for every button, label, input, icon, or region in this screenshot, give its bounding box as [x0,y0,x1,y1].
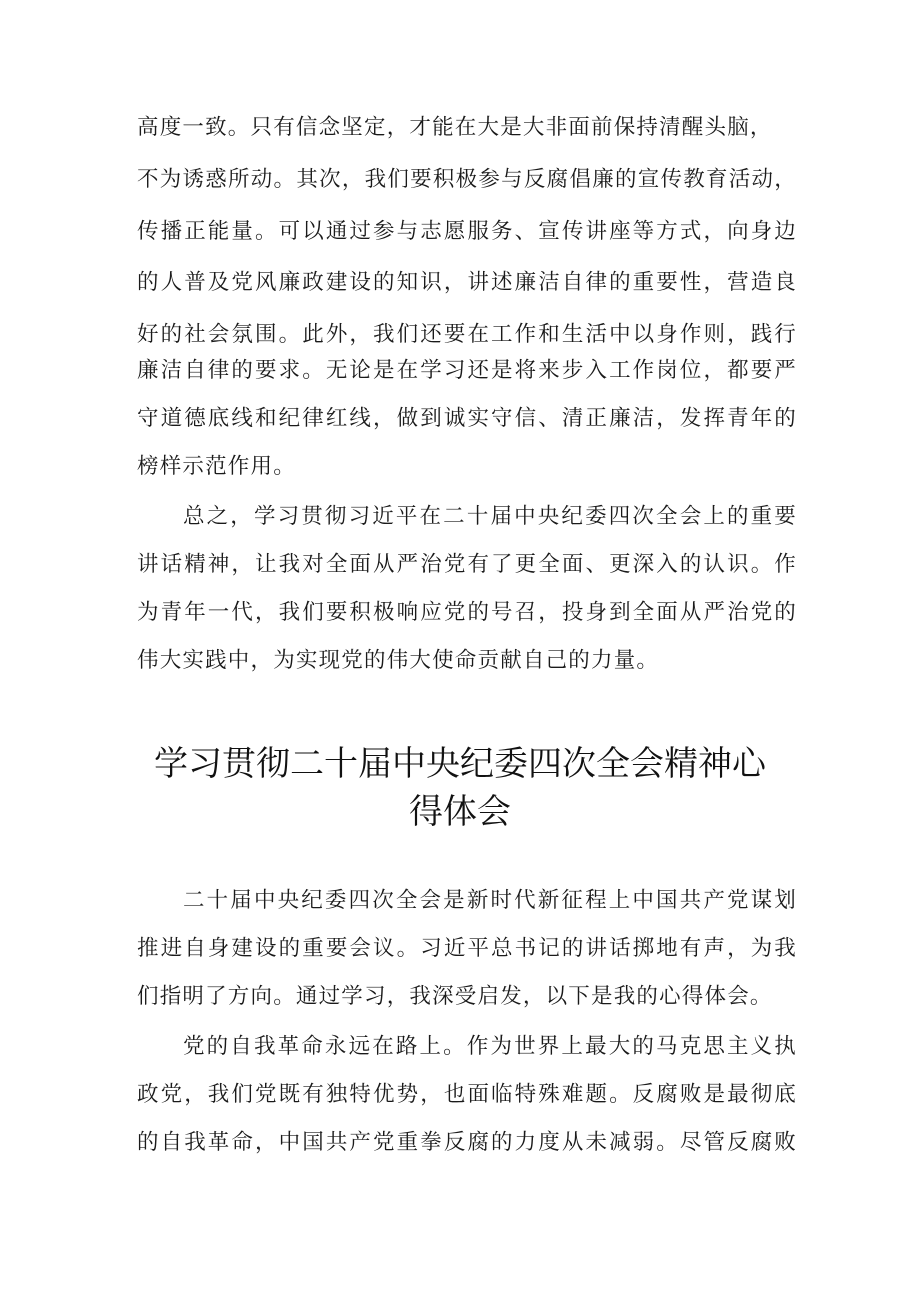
paragraph-line: 政党，我们党既有独特优势，也面临特殊难题。反腐败是最彻底 [137,1082,797,1107]
paragraph-line: 为青年一代，我们要积极响应党的号召，投身到全面从严治党的 [137,600,797,625]
paragraph-line: 二十届中央纪委四次全会是新时代新征程上中国共产党谋划 [183,888,797,913]
article-title-line-1: 学习贯彻二十届中央纪委四次全会精神心 [154,744,766,784]
paragraph-line: 总之，学习贯彻习近平在二十届中央纪委四次全会上的重要 [183,504,797,529]
paragraph-line: 不为诱惑所动。其次，我们要积极参与反腐倡廉的宣传教育活动， [137,167,797,192]
paragraph-line: 高度一致。只有信念坚定，才能在大是大非面前保持清醒头脑， [137,115,773,140]
paragraph-line: 伟大实践中，为实现党的伟大使命贡献自己的力量。 [137,648,660,673]
paragraph-line: 榜样示范作用。 [137,454,296,479]
paragraph-line: 推进自身建设的重要会议。习近平总书记的讲话掷地有声，为我 [137,936,797,961]
paragraph-line: 的人普及党风廉政建设的知识，讲述廉洁自律的重要性，营造良 [137,270,797,295]
paragraph-line: 廉洁自律的要求。无论是在学习还是将来步入工作岗位，都要严 [137,358,797,383]
paragraph-line: 的自我革命，中国共产党重拳反腐的力度从未减弱。尽管反腐败 [137,1130,797,1155]
paragraph-line: 传播正能量。可以通过参与志愿服务、宣传讲座等方式，向身边 [137,219,797,244]
paragraph-line: 们指明了方向。通过学习，我深受启发，以下是我的心得体会。 [137,984,773,1009]
paragraph-line: 党的自我革命永远在路上。作为世界上最大的马克思主义执 [183,1034,797,1059]
article-title-line-2: 得体会 [409,792,511,832]
paragraph-line: 好的社会氛围。此外，我们还要在工作和生活中以身作则，践行 [137,322,797,347]
paragraph-line: 讲话精神，让我对全面从严治党有了更全面、更深入的认识。作 [137,552,797,577]
paragraph-line: 守道德底线和纪律红线，做到诚实守信、清正廉洁，发挥青年的 [137,406,797,431]
